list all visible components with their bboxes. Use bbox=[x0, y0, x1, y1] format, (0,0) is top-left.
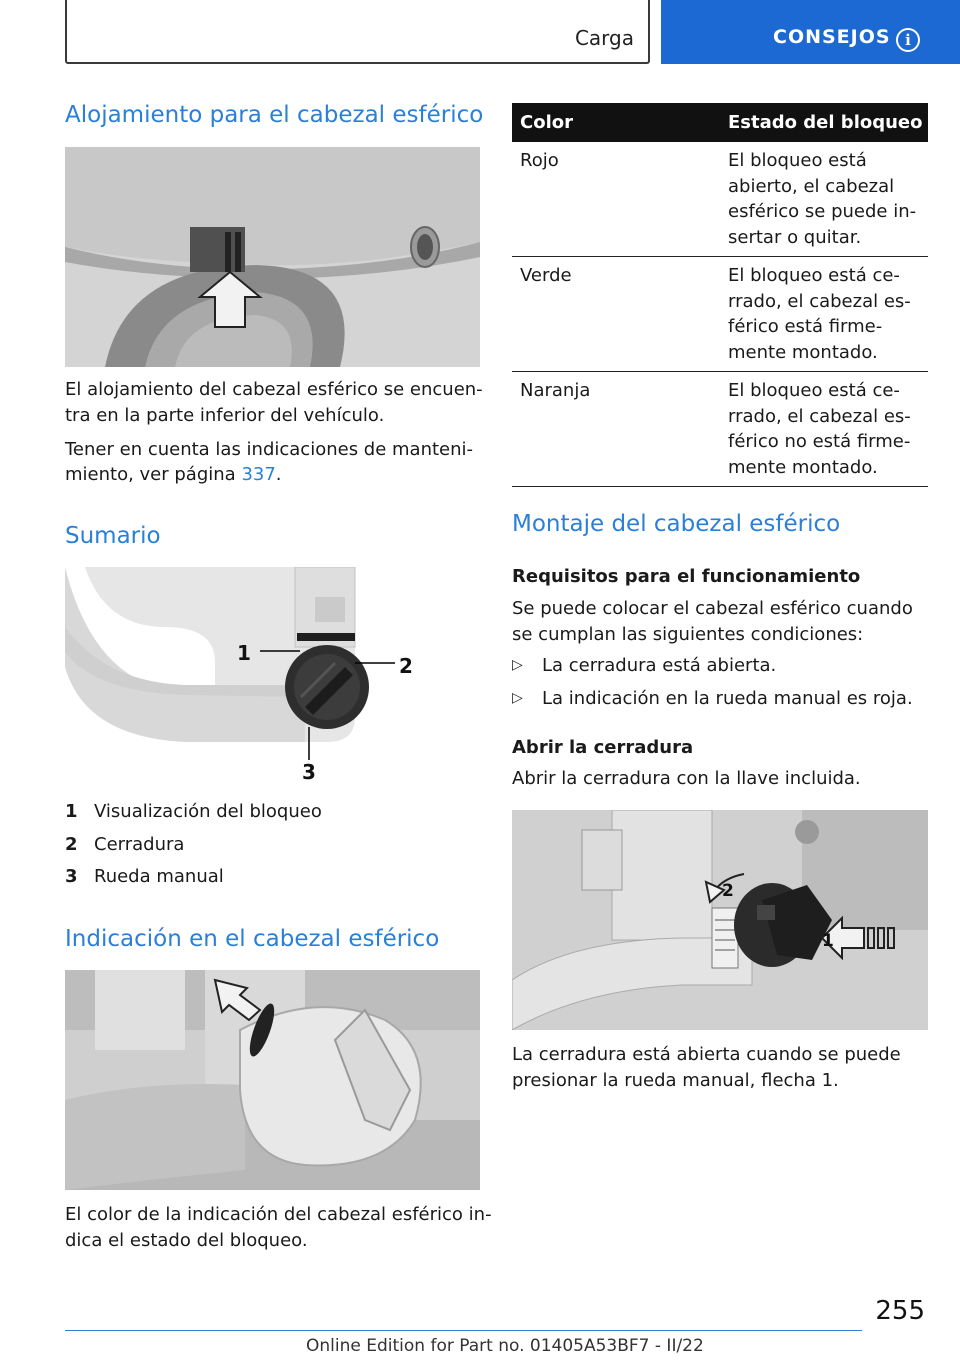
table-row bbox=[512, 372, 928, 487]
para-alojamiento-1a: El alojamiento del cabezal esférico se encuen‐ bbox=[65, 379, 483, 400]
legend-number: 1 bbox=[65, 801, 78, 822]
table-cell-line: El bloqueo está ce‐ bbox=[728, 380, 900, 401]
table-cell-line: férico está firme‐ bbox=[728, 316, 883, 337]
table-cell-line: sertar o quitar. bbox=[728, 226, 862, 248]
table-cell-estado bbox=[728, 263, 924, 365]
legend-text: Cerradura bbox=[94, 834, 185, 855]
table-cell-line: El bloqueo está bbox=[728, 150, 867, 171]
table-row bbox=[512, 142, 928, 257]
table-cell-line: rrado, el cabezal es‐ bbox=[728, 405, 911, 427]
table-header-estado: Estado del bloqueo bbox=[728, 112, 923, 133]
bullet-triangle-icon: ▷ bbox=[512, 690, 523, 706]
heading-montaje: Montaje del cabezal esférico bbox=[512, 511, 841, 537]
legend-number: 2 bbox=[65, 834, 78, 855]
header-tab[interactable] bbox=[661, 0, 960, 64]
fig-label-2: 2 bbox=[399, 654, 413, 678]
table-cell-line: abierto, el cabezal bbox=[728, 175, 895, 197]
table-cell-estado bbox=[728, 378, 924, 480]
figure-hitch-location bbox=[65, 147, 480, 367]
para-alojamiento-2a: Tener en cuenta las indicaciones de manteni‐ bbox=[65, 439, 474, 460]
header-tab-label: CONSEJOS bbox=[773, 26, 891, 48]
figure-indicator bbox=[65, 970, 480, 1190]
para-final-a: La cerradura está abierta cuando se puede bbox=[512, 1044, 901, 1065]
para-alojamiento-2b-end: . bbox=[275, 464, 282, 485]
para-final-b: presionar la rueda manual, flecha 1. bbox=[512, 1070, 839, 1091]
table-row bbox=[512, 257, 928, 372]
table-cell-color: Rojo bbox=[520, 150, 559, 171]
para-indicacion-a: El color de la indicación del cabezal esférico in‐ bbox=[65, 1204, 492, 1225]
bullet-text: La cerradura está abierta. bbox=[542, 655, 777, 676]
para-requisitos-a: Se puede colocar el cabezal esférico cuando bbox=[512, 598, 913, 619]
legend-text: Visualización del bloqueo bbox=[94, 801, 322, 822]
table-cell-line: férico no está firme‐ bbox=[728, 431, 911, 452]
table-cell-line: esférico se puede in‐ bbox=[728, 201, 917, 222]
table-cell-color: Verde bbox=[520, 265, 572, 286]
heading-sumario: Sumario bbox=[65, 523, 161, 549]
figure-open-lock bbox=[512, 810, 928, 1030]
fig-label-3: 3 bbox=[302, 760, 316, 784]
table-header-color: Color bbox=[520, 112, 573, 133]
footer-divider bbox=[65, 1330, 862, 1331]
heading-alojamiento: Alojamiento para el cabezal esférico bbox=[65, 102, 484, 128]
table-cell-color: Naranja bbox=[520, 380, 591, 401]
fig-label-1: 1 bbox=[237, 641, 251, 665]
legend-text: Rueda manual bbox=[94, 866, 224, 887]
para-alojamiento-1b: tra en la parte inferior del vehículo. bbox=[65, 405, 385, 426]
header-section-box bbox=[65, 0, 650, 64]
footer-edition: Online Edition for Part no. 01405A53BF7 - II/22 bbox=[306, 1336, 704, 1356]
para-requisitos-b: se cumplan las siguientes condiciones: bbox=[512, 624, 864, 645]
page-number: 255 bbox=[875, 1296, 925, 1326]
heading-abrir: Abrir la cerradura bbox=[512, 737, 694, 758]
table-cell-line: rrado, el cabezal es‐ bbox=[728, 290, 911, 312]
bullet-text: La indicación en la rueda manual es roja. bbox=[542, 688, 913, 709]
para-abrir: Abrir la cerradura con la llave incluida. bbox=[512, 768, 861, 789]
para-indicacion-b: dica el estado del bloqueo. bbox=[65, 1230, 308, 1251]
heading-requisitos: Requisitos para el funcionamiento bbox=[512, 566, 861, 587]
fig-label-1: 1 bbox=[822, 931, 834, 951]
fig-label-2: 2 bbox=[722, 881, 734, 901]
table-cell-line: mente montado. bbox=[728, 456, 878, 478]
para-alojamiento-2b-text: miento, ver página bbox=[65, 464, 242, 485]
page-link-337[interactable]: 337 bbox=[241, 464, 276, 485]
figure-summary bbox=[65, 567, 480, 787]
para-alojamiento-2b bbox=[65, 462, 282, 488]
info-icon: i bbox=[896, 28, 920, 52]
table-cell-line: El bloqueo está ce‐ bbox=[728, 265, 900, 286]
table-cell-line: mente montado. bbox=[728, 341, 878, 363]
table-cell-estado bbox=[728, 148, 924, 250]
legend-number: 3 bbox=[65, 866, 78, 887]
heading-indicacion: Indicación en el cabezal esférico bbox=[65, 926, 440, 952]
bullet-triangle-icon: ▷ bbox=[512, 657, 523, 673]
header-section-title: Carga bbox=[574, 26, 634, 50]
table-header bbox=[512, 103, 928, 142]
lock-status-table bbox=[512, 103, 928, 487]
